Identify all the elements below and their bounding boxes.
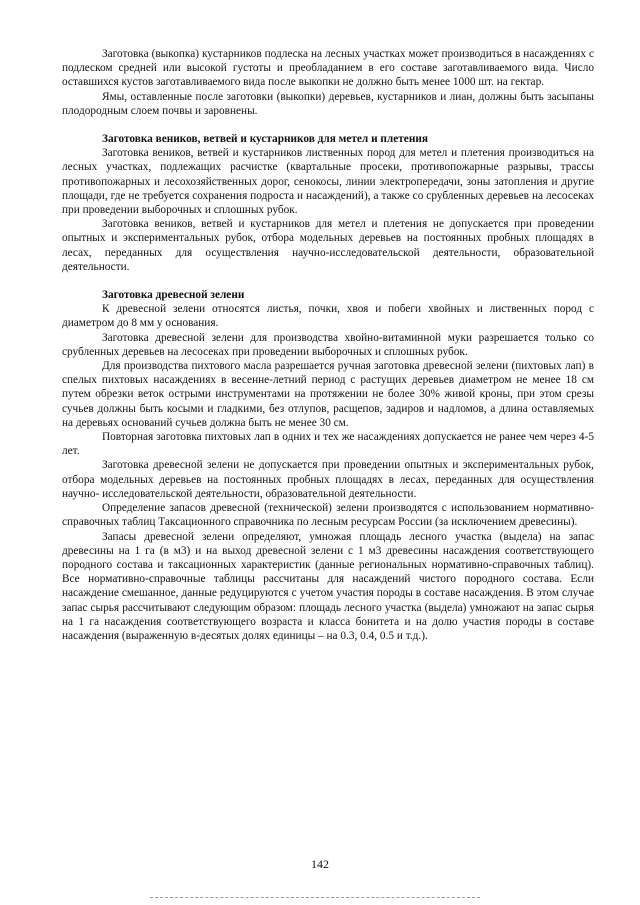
paragraph: Для производства пихтового масла разрешается ручная заготовка древесной зелени (пихтовых лап) в спелых пихтовых насаждениях в весенне-летний период с растущих деревьев диаметром не менее 18 см путем обрезки веток острыми инструментами на протяжении не более 30% живой кроны, при этом срезы сучьев должны быть косыми и гладкими, без отлупов, расщепов, задиров и надломов, а длина оставляемых на деревьях оснований сучьев должна быть не менее 30 см.	[62, 360, 594, 429]
paragraph: Ямы, оставленные после заготовки (выкопки) деревьев, кустарников и лиан, должны быть засыпаны плодородным слоем почвы и заровнены.	[62, 90, 594, 117]
paragraph: Заготовка веников, ветвей и кустарников лиственных пород для метел и плетения производиться на лесных участках, подлежащих расчистке (квартальные просеки, противопожарные разрывы, трассы противопожарных и лесохозяйственных дорог, сенокосы, линии электропередачи, зоны затопления и другие площади, где не требуется сохранения подроста и насаждений), а также со срубленных деревьев на лесосеках при проведении выборочных и сплошных рубок.	[62, 147, 594, 217]
paragraph: Заготовка древесной зелени для производства хвойно-витаминной муки разрешается только со срубленных деревьев на лесосеках при проведении выборочных и сплошных рубок.	[62, 331, 594, 358]
section-gap	[62, 274, 594, 288]
paragraph: Заготовка (выкопка) кустарников подлеска на лесных участках может производиться в насаждениях с подлеском средней или высокой густоты и преобладанием в его составе заготавливаемого вида. Число оставшихся кустов заготавливаемого вида после выкопки не должно быть менее 1000 шт. на гектар.	[62, 48, 594, 89]
paragraph: Определение запасов древесной (технической) зелени производятся с использованием нормативно-справочных таблиц Таксационного справочника по лесным ресурсам России (за исключением древесины).	[62, 502, 594, 529]
section-heading: Заготовка веников, ветвей и кустарников для метел и плетения	[102, 133, 428, 146]
section-gap	[62, 118, 594, 132]
paragraph: К древесной зелени относятся листья, почки, хвоя и побеги хвойных и лиственных пород с диаметром до 8 мм у основания.	[62, 303, 594, 330]
scan-artifact-line	[150, 897, 480, 899]
page-number: 142	[311, 857, 329, 871]
section-heading: Заготовка древесной зелени	[102, 289, 245, 302]
paragraph: Запасы древесной зелени определяют, умножая площадь лесного участка (выдела) на запас древесины на 1 га (в м3) и на выход древесной зелени с 1 м3 древесины насаждения соответствующего породного состава и таксационных характеристик (данные региональных нормативно-справочных таблиц). Все нормативно-справочные таблицы рассчитаны для насаждений чистого породного состава. Если насаждение смешанное, данные редуцируются с учетом участия породы в составе насаждения. В этом случае запас сырья рассчитывают следующим образом: площадь лесного участка (выдела) умножают на запас сырья на 1 га насаждения соответствующего возраста и класса бонитета и на долю участия породы в составе насаждения (выраженную в-десятых долях единицы – на 0.3, 0.4, 0.5 и т.д.).	[62, 530, 594, 642]
paragraph: Заготовка древесной зелени не допускается при проведении опытных и экспериментальных рубок, отбора модельных деревьев на постоянных пробных площадях в лесах, переданных для осуществления научно- исследовательской деятельности, образовательной деятельности.	[62, 459, 594, 500]
paragraph: Повторная заготовка пихтовых лап в одних и тех же насаждениях допускается не ранее чем через 4-5 лет.	[62, 431, 594, 458]
paragraph: Заготовка веников, ветвей и кустарников для метел и плетения не допускается при проведении опытных и экспериментальных рубок, отбора модельных деревьев на постоянных пробных площадях в лесах, переданных для осуществления научно-исследовательской деятельности, образовательной деятельности.	[62, 218, 594, 273]
page-content	[62, 47, 594, 643]
